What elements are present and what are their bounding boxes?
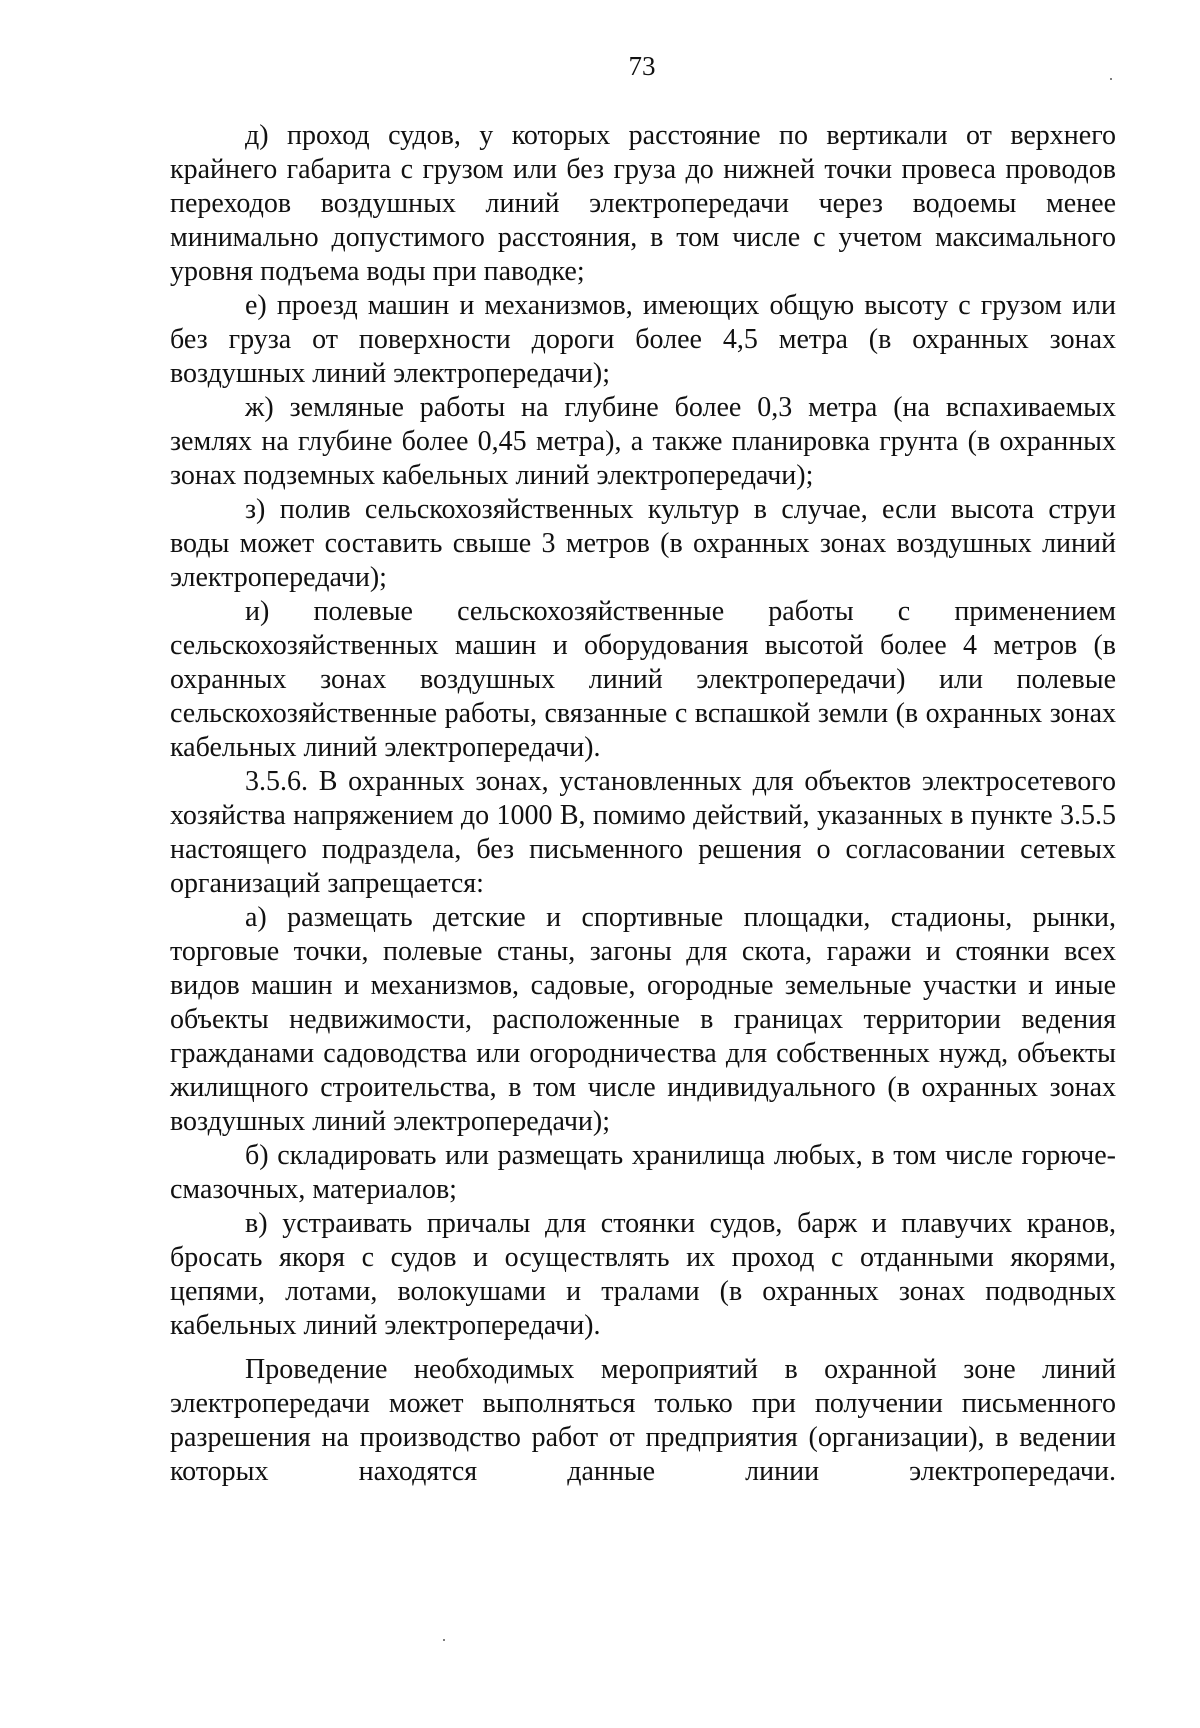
paragraph-item-i: и) полевые сельскохозяйственные работы с применением сельскохозяйственных машин и оборудования высотой более 4 метров (в охранных зонах воздушных линий электропередачи) или полевые сельскохозяйственные работы, связанные с вспашкой земли (в охранных зонах кабельных линий электропередачи). <box>170 596 1116 763</box>
paragraph-closing: Проведение необходимых мероприятий в охранной зоне линий электропередачи может выполняться только при получении письменного разрешения на производство работ от предприятия (организации), в ведении которых находятся данные линии электропередачи. <box>170 1354 1116 1487</box>
paragraph-section-3-5-6: 3.5.6. В охранных зонах, установленных для объектов электросетевого хозяйства напряжением до 1000 В, помимо действий, указанных в пункте 3.5.5 настоящего подраздела, без письменного решения о согласовании сетевых организаций запрещается: <box>170 766 1116 899</box>
scan-artifact-dot <box>1110 78 1112 80</box>
page-number: 73 <box>628 51 656 81</box>
paragraph-item-d: д) проход судов, у которых расстояние по вертикали от верхнего крайнего габарита с грузом или без груза до нижней точки провеса проводов переходов воздушных линий электропередачи через водоемы менее минимально допустимого расстояния, в том числе с учетом максимального уровня подъема воды при паводке; <box>170 120 1116 287</box>
scan-artifact-dot <box>443 1639 445 1641</box>
paragraph-item-zh: ж) земляные работы на глубине более 0,3 метра (на вспахиваемых землях на глубине более 0,45 метра), а также планировка грунта (в охранных зонах подземных кабельных линий электропередачи); <box>170 392 1116 491</box>
paragraph-item-z: з) полив сельскохозяйственных культур в случае, если высота струи воды может составить свыше 3 метров (в охранных зонах воздушных линий электропередачи); <box>170 494 1116 593</box>
paragraph-item-b: б) складировать или размещать хранилища любых, в том числе горюче-смазочных, материалов; <box>170 1140 1116 1205</box>
paragraph-item-v: в) устраивать причалы для стоянки судов, барж и плавучих кранов, бросать якоря с судов и осуществлять их проход с отданными якорями, цепями, лотами, волокушами и тралами (в охранных зонах подводных кабельных линий электропередачи). <box>170 1208 1116 1341</box>
paragraph-item-e: е) проезд машин и механизмов, имеющих общую высоту с грузом или без груза от поверхности дороги более 4,5 метра (в охранных зонах воздушных линий электропередачи); <box>170 290 1116 389</box>
document-body <box>170 119 1116 1489</box>
paragraph-item-a: а) размещать детские и спортивные площадки, стадионы, рынки, торговые точки, полевые станы, загоны для скота, гаражи и стоянки всех видов машин и механизмов, садовые, огородные земельные участки и иные объекты недвижимости, расположенные в границах территории ведения гражданами садоводства или огородничества для собственных нужд, объекты жилищного строительства, в том числе индивидуального (в охранных зонах воздушных линий электропередачи); <box>170 902 1116 1137</box>
